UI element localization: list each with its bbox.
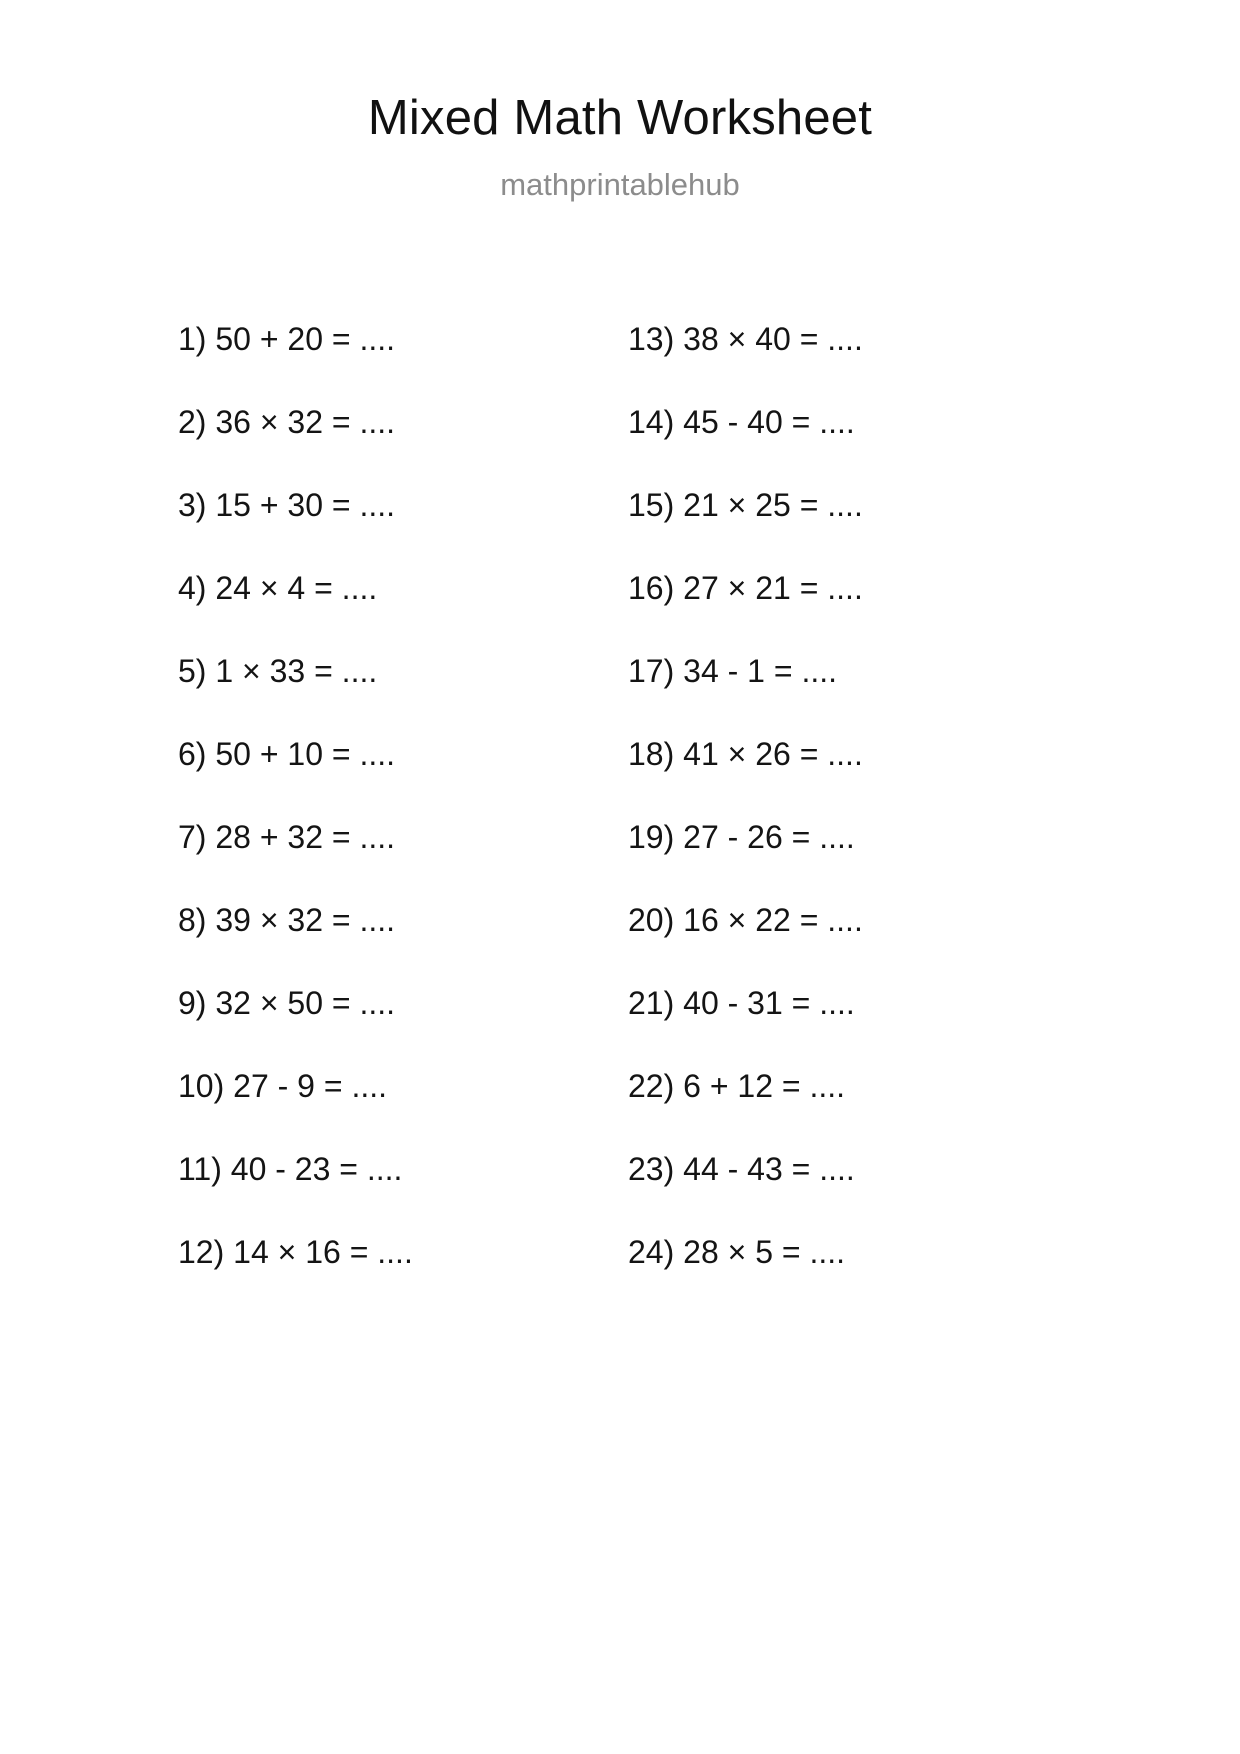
problem-item: 8) 39 × 32 = ....: [178, 902, 396, 939]
problem-item: 3) 15 + 30 = ....: [178, 487, 396, 524]
problem-item: 22) 6 + 12 = ....: [628, 1068, 846, 1105]
problem-item: 6) 50 + 10 = ....: [178, 736, 396, 773]
problem-item: 9) 32 × 50 = ....: [178, 985, 396, 1022]
problem-item: 14) 45 - 40 = ....: [628, 404, 855, 441]
problem-column-right: [628, 298, 1078, 1294]
problem-item: 19) 27 - 26 = ....: [628, 819, 855, 856]
problem-item: 2) 36 × 32 = ....: [178, 404, 396, 441]
problem-item: 11) 40 - 23 = ....: [178, 1151, 403, 1188]
problem-item: 16) 27 × 21 = ....: [628, 570, 863, 607]
problem-item: 1) 50 + 20 = ....: [178, 321, 396, 358]
problem-item: 24) 28 × 5 = ....: [628, 1234, 846, 1271]
problem-item: 12) 14 × 16 = ....: [178, 1234, 413, 1271]
problem-item: 5) 1 × 33 = ....: [178, 653, 378, 690]
page-subtitle: mathprintablehub: [500, 166, 740, 202]
page-title: Mixed Math Worksheet: [367, 91, 873, 145]
problem-item: 15) 21 × 25 = ....: [628, 487, 863, 524]
problem-item: 20) 16 × 22 = ....: [628, 902, 863, 939]
problem-item: 7) 28 + 32 = ....: [178, 819, 396, 856]
problem-item: 13) 38 × 40 = ....: [628, 321, 863, 358]
problem-item: 17) 34 - 1 = ....: [628, 653, 837, 690]
problem-item: 23) 44 - 43 = ....: [628, 1151, 855, 1188]
problem-column-left: [178, 298, 628, 1294]
problem-item: 4) 24 × 4 = ....: [178, 570, 378, 607]
problem-list: [0, 298, 1240, 1294]
problem-item: 18) 41 × 26 = ....: [628, 736, 863, 773]
problem-item: 10) 27 - 9 = ....: [178, 1068, 387, 1105]
problem-item: 21) 40 - 31 = ....: [628, 985, 855, 1022]
